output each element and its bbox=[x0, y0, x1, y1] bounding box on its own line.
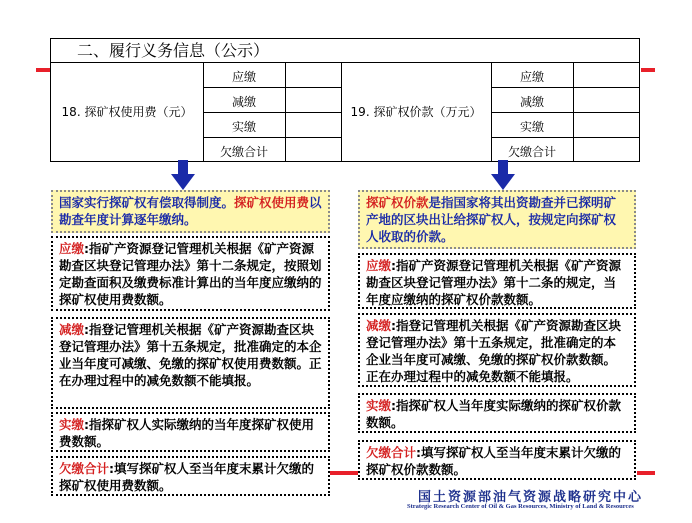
left-row-paid-label: 实缴 bbox=[231, 120, 256, 134]
divider bbox=[203, 137, 341, 138]
left-paid-box bbox=[51, 412, 330, 452]
left-intro-text-3: 以勘查年度计算逐年缴纳。 bbox=[59, 195, 322, 227]
right-due-term: 应缴 bbox=[366, 258, 392, 273]
right-intro-text: 是指国家将其出资勘查并已探明矿产地的区块出让给探矿权人，按规定向探矿权人收取的价款。 bbox=[366, 195, 617, 244]
left-due-text: :指矿产资源登记管理机关根据《矿产资源勘查区块登记管理办法》第十二条规定，按照划定勘查面积及缴费标准计算出的当年度应缴纳的探矿权使用费数额。 bbox=[59, 241, 322, 307]
right-row-owed-label: 欠缴合计 bbox=[507, 145, 556, 159]
obligation-form-table bbox=[50, 38, 640, 162]
left-due-term: 应缴 bbox=[59, 241, 85, 256]
left-intro-box bbox=[51, 190, 330, 233]
down-arrow-icon bbox=[491, 160, 515, 190]
left-owed-term: 欠缴合计 bbox=[59, 461, 110, 476]
left-fee-label: 18. 探矿权使用费（元） bbox=[61, 105, 193, 119]
left-paid-term: 实缴 bbox=[59, 417, 85, 432]
right-paid-term: 实缴 bbox=[366, 398, 392, 413]
left-intro-text-2: 探矿权使用费 bbox=[234, 195, 310, 210]
right-due-text: :指矿产资源登记管理机关根据《矿产资源勘查区块登记管理办法》第十二条的规定，当年度应缴纳的探矿权价款数额。 bbox=[366, 258, 622, 307]
red-accent-line-left bbox=[36, 68, 50, 72]
left-due-box bbox=[51, 236, 330, 311]
left-reduce-text: :指登记管理机关根据《矿产资源勘查区块登记管理办法》第十五条规定，批准确定的本企业当年度可减缴、免缴的探矿权使用费数额。正在办理过程中的减免数额不能填报。 bbox=[59, 322, 322, 388]
red-accent-line-bottom-left bbox=[330, 471, 358, 475]
right-reduce-text: :指登记管理机关根据《矿产资源勘查区块登记管理办法》第十五条规定，批准确定的本企业当年度可减缴、免缴的探矿权价款数额。正在办理过程中的减免数额不能填报。 bbox=[366, 318, 622, 384]
left-owed-box bbox=[51, 456, 330, 496]
right-paid-box bbox=[358, 393, 636, 433]
right-paid-text: :指探矿权人当年度实际缴纳的探矿权价款数额。 bbox=[366, 398, 622, 430]
red-accent-line-right bbox=[641, 68, 655, 72]
red-accent-line-bottom-right bbox=[637, 471, 655, 475]
left-intro-text-1: 国家实行探矿权有偿取得制度。 bbox=[59, 195, 235, 210]
section-title: 二、履行义务信息（公示） bbox=[51, 39, 639, 63]
left-row-owed-label: 欠缴合计 bbox=[219, 145, 268, 159]
left-reduce-box bbox=[51, 317, 330, 409]
right-fee-label: 19. 探矿权价款（万元） bbox=[350, 105, 482, 119]
right-intro-term: 探矿权价款 bbox=[366, 195, 429, 210]
right-due-box bbox=[358, 253, 636, 309]
right-owed-box bbox=[358, 440, 636, 480]
right-reduce-box bbox=[358, 313, 636, 387]
down-arrow-icon bbox=[171, 160, 195, 190]
divider bbox=[203, 87, 341, 88]
left-paid-text: :指探矿权人实际缴纳的当年度探矿权使用费数额。 bbox=[59, 417, 315, 449]
right-owed-term: 欠缴合计 bbox=[366, 445, 417, 460]
right-owed-text: :填写探矿权人至当年度末累计欠缴的探矿权价款数额。 bbox=[366, 445, 622, 477]
right-intro-box bbox=[358, 190, 636, 249]
divider bbox=[491, 87, 639, 88]
divider bbox=[491, 137, 639, 138]
left-owed-text: :填写探矿权人至当年度末累计欠缴的探矿权使用费数额。 bbox=[59, 461, 315, 493]
footer-org-name-en: Strategic Research Center of Oil & Gas Resources, Ministry of Land & Resources bbox=[407, 503, 634, 510]
right-row-paid-label: 实缴 bbox=[519, 120, 544, 134]
left-row-due-label: 应缴 bbox=[231, 70, 256, 84]
right-row-reduce-label: 减缴 bbox=[519, 95, 544, 109]
left-row-reduce-label: 减缴 bbox=[231, 95, 256, 109]
right-row-due-label: 应缴 bbox=[519, 70, 544, 84]
left-reduce-term: 减缴 bbox=[59, 322, 85, 337]
footer-org-name: 国土资源部油气资源战略研究中心 bbox=[418, 490, 644, 505]
divider bbox=[203, 112, 341, 113]
divider bbox=[491, 112, 639, 113]
right-reduce-term: 减缴 bbox=[366, 318, 392, 333]
